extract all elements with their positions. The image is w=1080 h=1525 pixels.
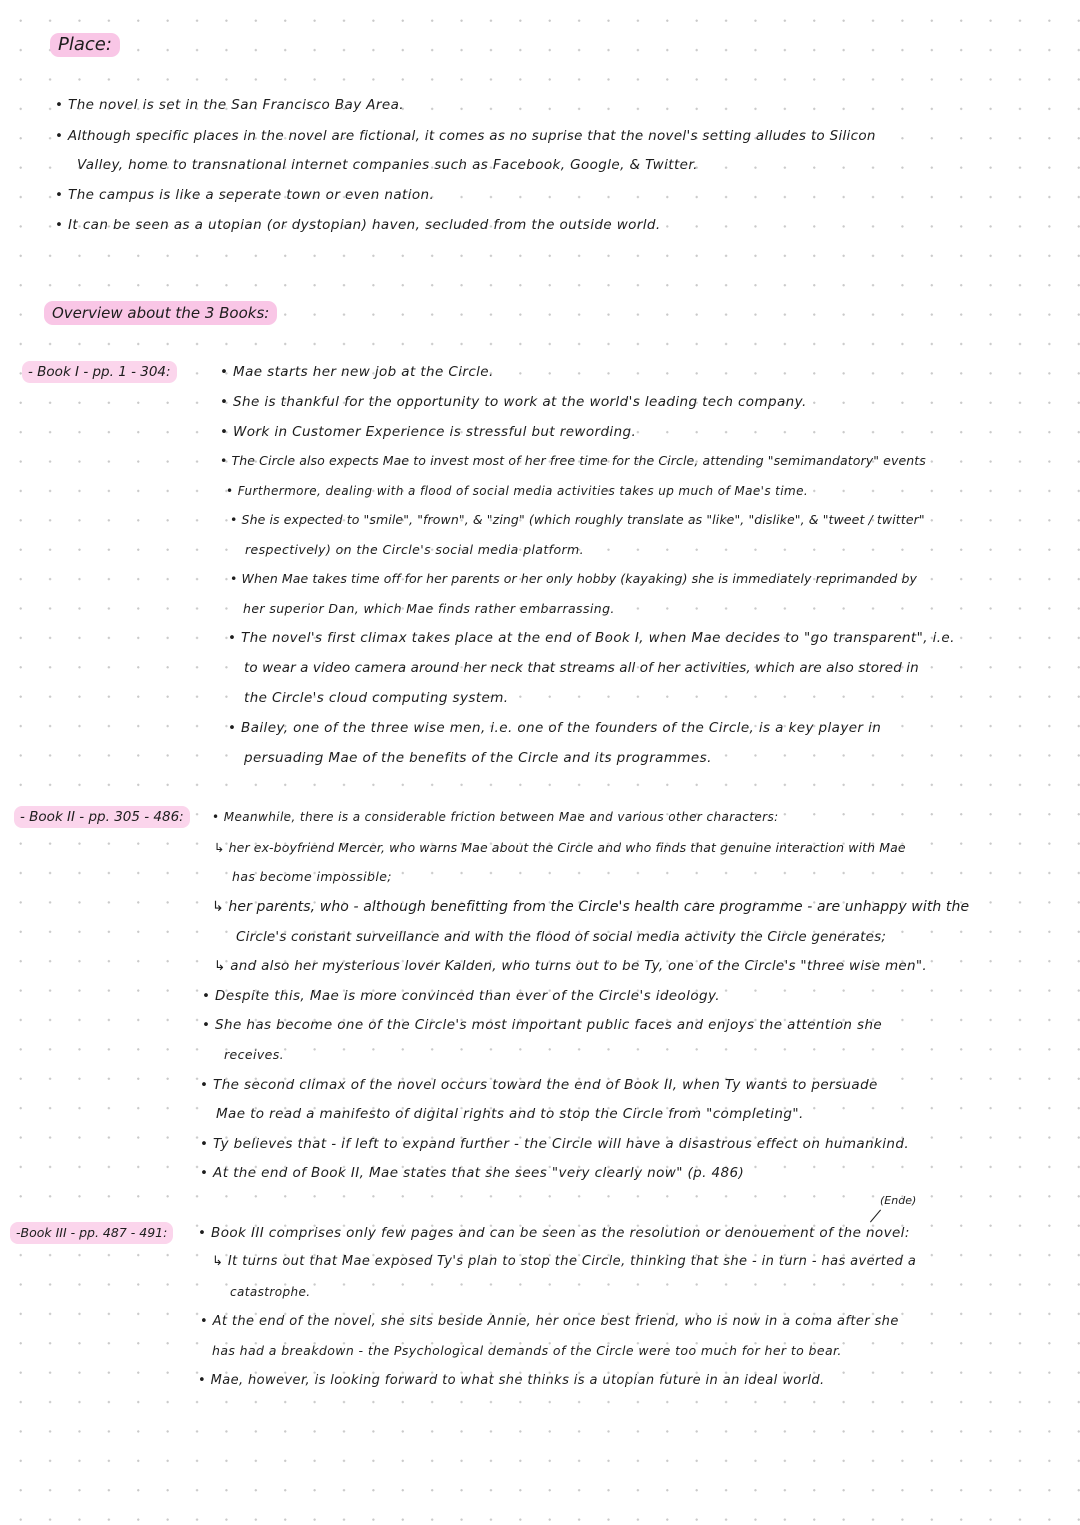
book1-label: - Book I - pp. 1 - 304: — [22, 361, 177, 383]
book2-label: - Book II - pp. 305 - 486: — [14, 806, 190, 828]
book1-line: • Bailey, one of the three wise men, i.e. one of the founders of the Circle, is a key player in — [228, 720, 882, 736]
book2-line: ↳ her ex-boyfriend Mercer, who warns Mae about the Circle and who finds that genuine interaction with Mae — [214, 840, 906, 855]
book1-line: persuading Mae of the benefits of the Circle and its programmes. — [244, 750, 712, 766]
book1-line: • The Circle also expects Mae to invest most of her free time for the Circle, attending "semimandatory" events — [220, 453, 926, 468]
book2-line: has become impossible; — [232, 869, 392, 884]
book3-line: has had a breakdown - the Psychological demands of the Circle were too much for her to bear. — [212, 1343, 842, 1358]
place-bullet: • The novel is set in the San Francisco Bay Area. — [55, 97, 404, 113]
book2-line: • Ty believes that - if left to expand further - the Circle will have a disastrous effect on humankind. — [200, 1136, 910, 1152]
book2-line: ↳ and also her mysterious lover Kalden, who turns out to be Ty, one of the Circle's "three wise men". — [214, 958, 927, 974]
book2-line: • At the end of Book II, Mae states that she sees "very clearly now" (p. 486) — [200, 1165, 745, 1181]
book1-line: • She is expected to "smile", "frown", & "zing" (which roughly translate as "like", "dislike", & "tweet / twitter" — [230, 512, 925, 527]
book1-line: • Work in Customer Experience is stressful but rewording. — [220, 424, 637, 440]
place-bullet: • It can be seen as a utopian (or dystopian) haven, secluded from the outside world. — [55, 217, 661, 233]
book3-label: -Book III - pp. 487 - 491: — [10, 1222, 173, 1244]
book2-line: Circle's constant surveillance and with the flood of social media activity the Circle generates; — [236, 929, 887, 945]
book1-line: • Furthermore, dealing with a flood of social media activities takes up much of Mae's time. — [226, 484, 809, 498]
book2-line: receives. — [224, 1047, 285, 1062]
book2-line: Mae to read a manifesto of digital rights and to stop the Circle from "completing". — [216, 1106, 804, 1122]
place-bullet: • Although specific places in the novel are fictional, it comes as no suprise that the novel's setting alludes to Silicon — [55, 128, 876, 144]
book2-line: ↳ her parents, who - although benefitting from the Circle's health care programme - are unhappy with the — [212, 899, 970, 915]
book3-line: ↳ It turns out that Mae exposed Ty's plan to stop the Circle, thinking that she - in turn - has averted a — [212, 1254, 917, 1269]
place-bullet: Valley, home to transnational internet companies such as Facebook, Google, & Twitter. — [77, 157, 698, 173]
book1-line: the Circle's cloud computing system. — [244, 690, 509, 706]
book3-line: • Book III comprises only few pages and can be seen as the resolution or denouement of the novel: — [198, 1225, 910, 1241]
book1-line: • She is thankful for the opportunity to work at the world's leading tech company. — [220, 394, 807, 410]
book3-line: • At the end of the novel, she sits beside Annie, her once best friend, who is now in a coma after she — [200, 1314, 899, 1329]
place-bullet: • The campus is like a seperate town or even nation. — [55, 187, 435, 203]
book2-line: • She has become one of the Circle's most important public faces and enjoys the attention she — [202, 1017, 883, 1033]
book1-line: to wear a video camera around her neck that streams all of her activities, which are also stored in — [244, 660, 919, 676]
book3-line: • Mae, however, is looking forward to what she thinks is a utopian future in an ideal world. — [198, 1373, 825, 1388]
place-heading: Place: — [50, 33, 120, 57]
book1-line: • Mae starts her new job at the Circle. — [220, 364, 494, 380]
arrow-icon — [870, 1210, 881, 1223]
book1-line: • The novel's first climax takes place at the end of Book I, when Mae decides to "go transparent", i.e. — [228, 630, 955, 646]
book1-line: • When Mae takes time off for her parents or her only hobby (kayaking) she is immediately reprimanded by — [230, 571, 917, 586]
book2-line: • The second climax of the novel occurs toward the end of Book II, when Ty wants to persuade — [200, 1077, 878, 1093]
book3-line: catastrophe. — [230, 1285, 311, 1299]
overview-heading: Overview about the 3 Books: — [44, 301, 277, 325]
book1-line: her superior Dan, which Mae finds rather embarrassing. — [243, 601, 615, 616]
book2-line: • Despite this, Mae is more convinced than ever of the Circle's ideology. — [202, 988, 720, 1004]
book1-line: respectively) on the Circle's social media platform. — [245, 542, 584, 557]
book2-line: • Meanwhile, there is a considerable friction between Mae and various other characters: — [212, 810, 779, 824]
ende-note: (Ende) — [880, 1194, 917, 1207]
